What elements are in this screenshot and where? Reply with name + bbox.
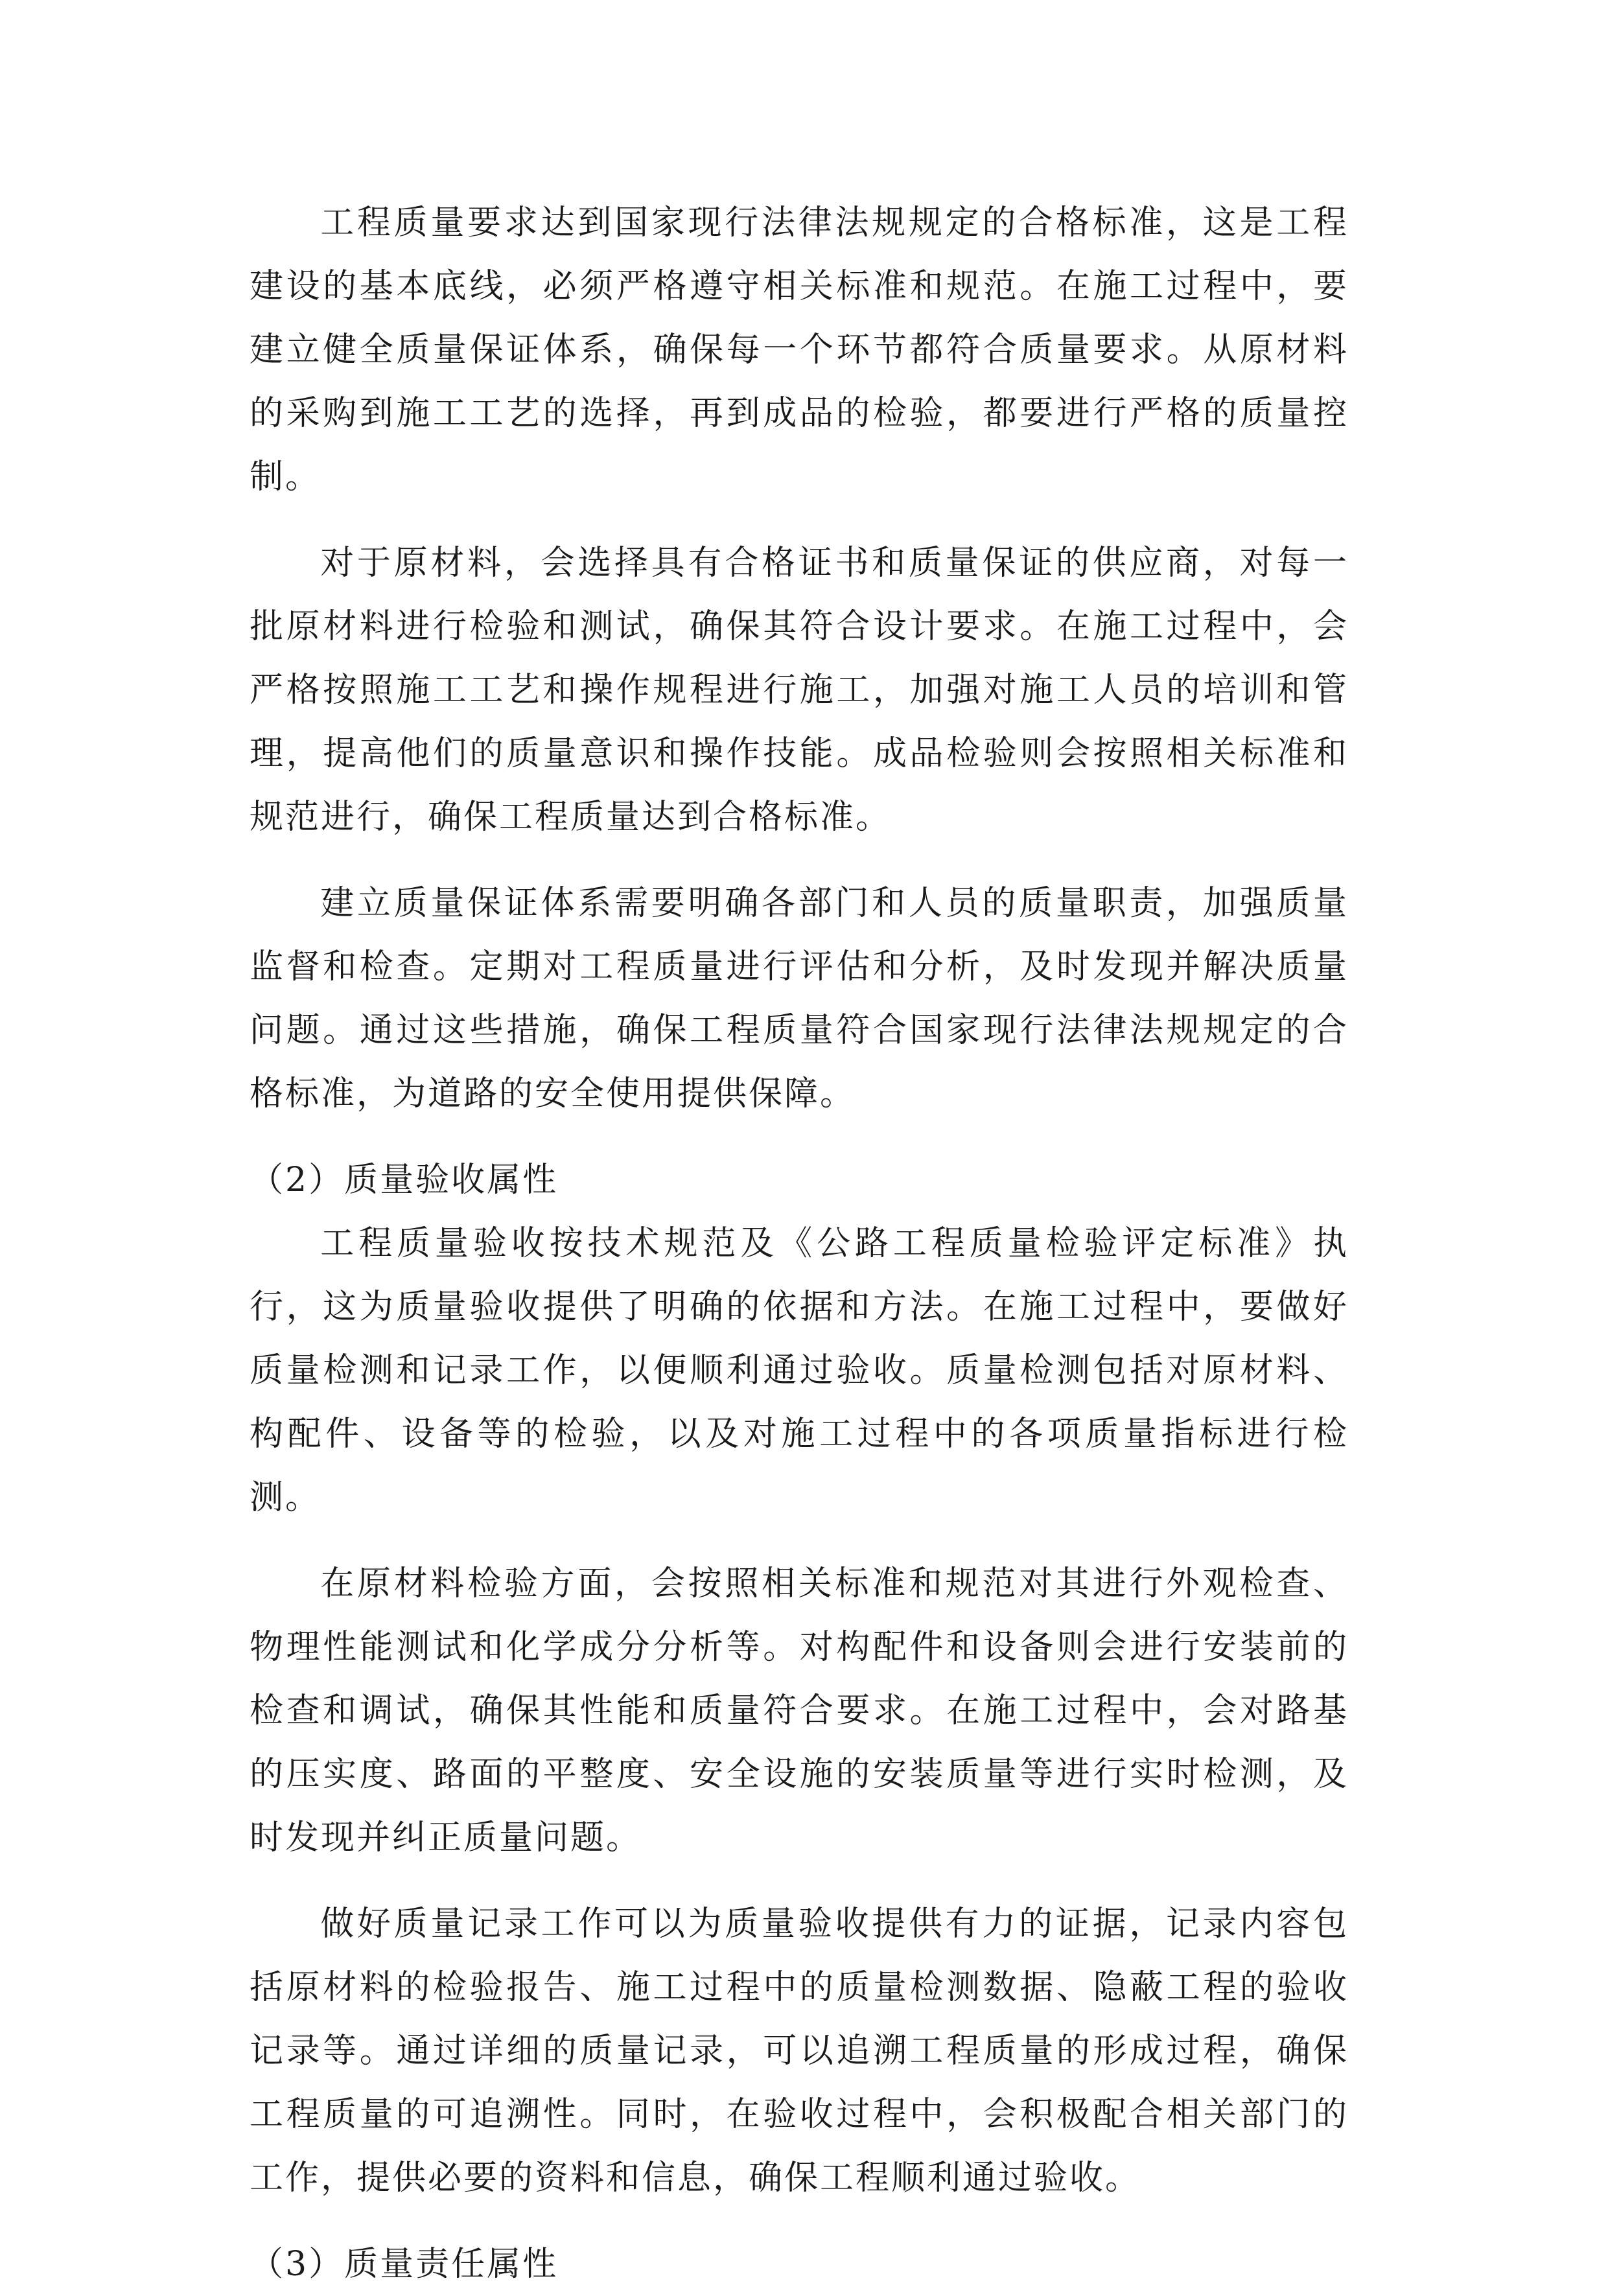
paragraph: 工程质量要求达到国家现行法律法规规定的合格标准，这是工程建设的基本底线，必须严格遵守相关标准和规范。在施工过程中，要建立健全质量保证体系，确保每一个环节都符合质量要求。从原材料的采购到施工工艺的选择，再到成品的检验，都要进行严格的质量控制。 <box>250 203 1349 496</box>
paragraph: 建立质量保证体系需要明确各部门和人员的质量职责，加强质量监督和检查。定期对工程质量进行评估和分析，及时发现并解决质量问题。通过这些措施，确保工程质量符合国家现行法律法规规定的合格标准，为道路的安全使用提供保障。 <box>250 884 1349 1113</box>
section-heading: （3）质量责任属性 <box>250 2245 559 2284</box>
section-heading: （2）质量验收属性 <box>250 1161 559 1200</box>
paragraph: 对于原材料，会选择具有合格证书和质量保证的供应商，对每一批原材料进行检验和测试，确保其符合设计要求。在施工过程中，会严格按照施工工艺和操作规程进行施工，加强对施工人员的培训和管理，提高他们的质量意识和操作技能。成品检验则会按照相关标准和规范进行，确保工程质量达到合格标准。 <box>250 544 1349 837</box>
paragraph: 工程质量验收按技术规范及《公路工程质量检验评定标准》执行，这为质量验收提供了明确的依据和方法。在施工过程中，要做好质量检测和记录工作，以便顺利通过验收。质量检测包括对原材料、构配件、设备等的检验，以及对施工过程中的各项质量指标进行检测。 <box>250 1224 1349 1517</box>
paragraph: 在原材料检验方面，会按照相关标准和规范对其进行外观检查、物理性能测试和化学成分分析等。对构配件和设备则会进行安装前的检查和调试，确保其性能和质量符合要求。在施工过程中，会对路基的压实度、路面的平整度、安全设施的安装质量等进行实时检测，及时发现并纠正质量问题。 <box>250 1564 1349 1857</box>
paragraph: 做好质量记录工作可以为质量验收提供有力的证据，记录内容包括原材料的检验报告、施工过程中的质量检测数据、隐蔽工程的验收记录等。通过详细的质量记录，可以追溯工程质量的形成过程，确保工程质量的可追溯性。同时，在验收过程中，会积极配合相关部门的工作，提供必要的资料和信息，确保工程顺利通过验收。 <box>250 1905 1349 2197</box>
section-quality-acceptance <box>250 1148 1349 2210</box>
section-quality-responsibility <box>250 2232 1349 2296</box>
